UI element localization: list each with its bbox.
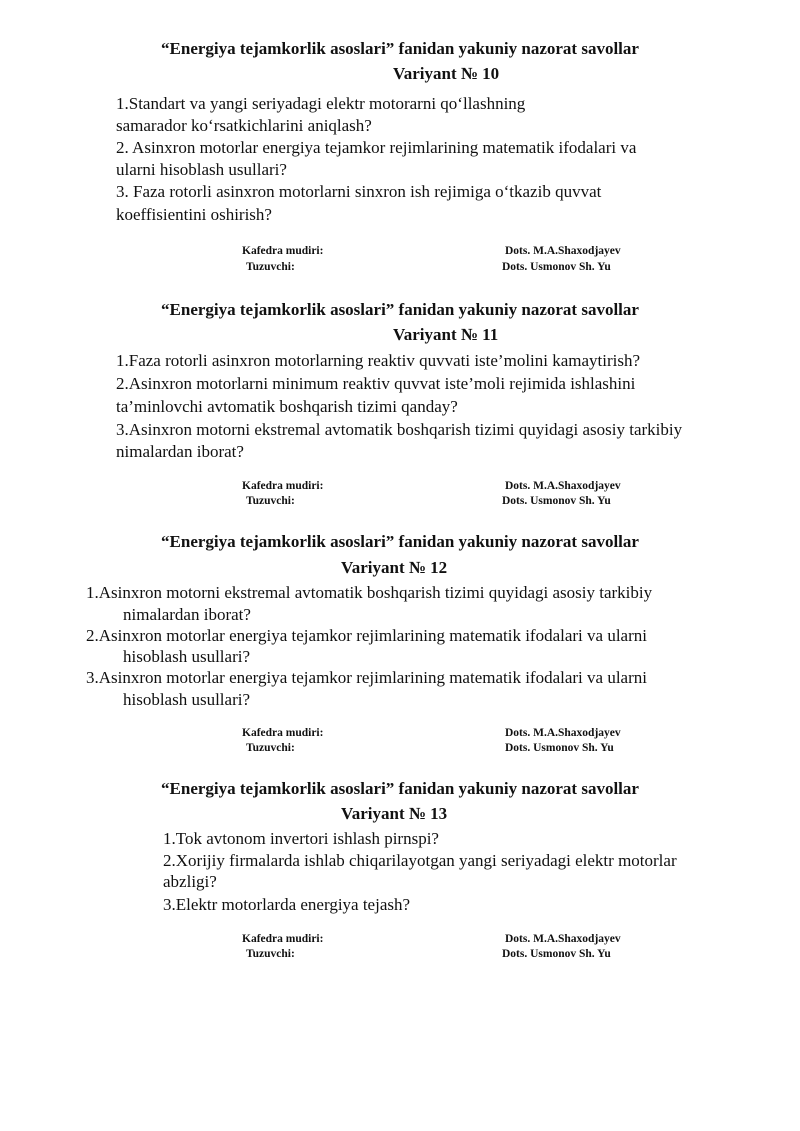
question-line: 3.Asinxron motorlar energiya tejamkor rejimlarining matematik ifodalari va ularni — [86, 668, 647, 687]
author-label: Tuzuvchi: — [246, 261, 295, 273]
variant-number: Variyant № 10 — [393, 64, 500, 83]
question-line: abzligi? — [163, 872, 217, 891]
department-head-label: Kafedra mudiri: — [242, 727, 324, 739]
variant-number: Variyant № 12 — [341, 558, 448, 577]
author-label: Tuzuvchi: — [246, 495, 295, 507]
department-head-label: Kafedra mudiri: — [242, 480, 324, 492]
question-line: 1.Tok avtonom invertori ishlash pirnspi? — [163, 829, 439, 848]
question-line: hisoblash usullari? — [123, 690, 251, 709]
department-head-name: Dots. M.A.Shaxodjayev — [505, 933, 621, 945]
department-head-name: Dots. M.A.Shaxodjayev — [505, 245, 621, 257]
question-line: 3.Elektr motorlarda energiya tejash? — [163, 895, 411, 914]
department-head-label: Kafedra mudiri: — [242, 933, 324, 945]
question-line: koeffisientini oshirish? — [116, 205, 272, 224]
question-line: 1.Asinxron motorni ekstremal avtomatik boshqarish tizimi quyidagi asosiy tarkibiy — [86, 583, 653, 602]
author-name: Dots. Usmonov Sh. Yu — [502, 495, 611, 507]
question-line: 2.Asinxron motorlarni minimum reaktiv quvvat iste’moli rejimida ishlashini — [116, 374, 636, 393]
question-line: nimalardan iborat? — [116, 442, 244, 461]
variant-number: Variyant № 11 — [393, 325, 499, 344]
question-line: 2. Asinxron motorlar energiya tejamkor rejimlarining matematik ifodalari va — [116, 138, 637, 157]
question-line: ta’minlovchi avtomatik boshqarish tizimi qanday? — [116, 397, 458, 416]
question-line: 3.Asinxron motorni ekstremal avtomatik boshqarish tizimi quyidagi asosiy tarkibiy — [116, 420, 683, 439]
question-line: samarador ko‘rsatkichlarini aniqlash? — [116, 116, 372, 135]
department-head-label: Kafedra mudiri: — [242, 245, 324, 257]
variant-number: Variyant № 13 — [341, 804, 448, 823]
block-title: “Energiya tejamkorlik asoslari” fanidan yakuniy nazorat savollar — [161, 532, 639, 551]
author-label: Tuzuvchi: — [246, 742, 295, 754]
question-line: 2.Xorijiy firmalarda ishlab chiqarilayotgan yangi seriyadagi elektr motorlar — [163, 851, 677, 870]
author-name: Dots. Usmonov Sh. Yu — [502, 948, 611, 960]
question-line: ularni hisoblash usullari? — [116, 160, 287, 179]
question-line: nimalardan iborat? — [123, 605, 251, 624]
question-line: 1.Faza rotorli asinxron motorlarning reaktiv quvvati iste’molini kamaytirish? — [116, 351, 641, 370]
author-name: Dots. Usmonov Sh. Yu — [505, 742, 614, 754]
block-title: “Energiya tejamkorlik asoslari” fanidan yakuniy nazorat savollar — [161, 39, 639, 58]
block-title: “Energiya tejamkorlik asoslari” fanidan yakuniy nazorat savollar — [161, 779, 639, 798]
question-line: 1.Standart va yangi seriyadagi elektr motorarni qo‘llashning — [116, 94, 526, 113]
author-label: Tuzuvchi: — [246, 948, 295, 960]
block-title: “Energiya tejamkorlik asoslari” fanidan yakuniy nazorat savollar — [161, 300, 639, 319]
question-line: hisoblash usullari? — [123, 647, 251, 666]
question-line: 2.Asinxron motorlar energiya tejamkor rejimlarining matematik ifodalari va ularni — [86, 626, 647, 645]
question-line: 3. Faza rotorli asinxron motorlarni sinxron ish rejimiga o‘tkazib quvvat — [116, 182, 602, 201]
department-head-name: Dots. M.A.Shaxodjayev — [505, 480, 621, 492]
department-head-name: Dots. M.A.Shaxodjayev — [505, 727, 621, 739]
author-name: Dots. Usmonov Sh. Yu — [502, 261, 611, 273]
